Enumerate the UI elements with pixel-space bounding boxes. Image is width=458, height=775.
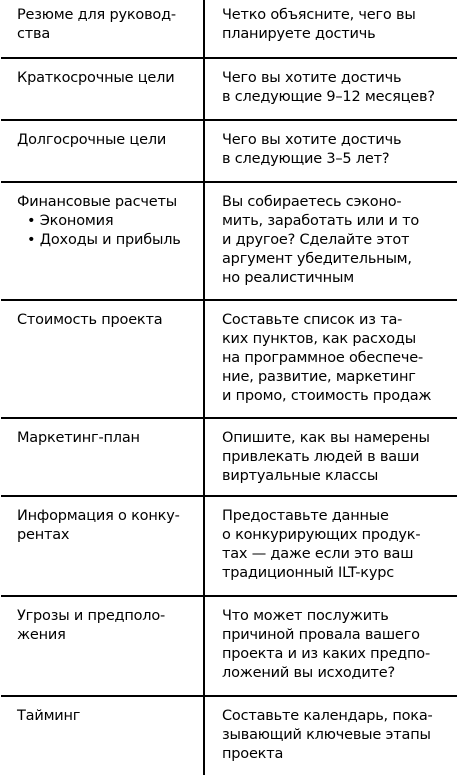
row-description: Четко объясните, чего вы планируете достичь [204,0,457,58]
table-row [1,696,457,775]
table-row [1,418,457,496]
topic-subitem: • Доходы и прибыль [27,232,181,248]
table-row [1,182,457,300]
table-row [1,120,457,182]
table-row [1,596,457,696]
table-row [1,58,457,120]
topic-subitem: • Экономия [27,213,114,229]
row-topic-cell [1,182,204,300]
row-description: Составьте календарь, пока- зывающий ключевые этапы проекта [204,696,457,775]
row-description: Опишите, как вы намерены привлекать людей в ваши виртуальные классы [204,418,457,496]
table-row [1,496,457,596]
row-description: Составьте список из та- ких пунктов, как расходы на программное обеспече- ние, развитие, маркетинг и промо, стоимость продаж [204,300,457,418]
row-topic: Резюме для руковод- ства [1,0,204,58]
table-row [1,300,457,418]
row-topic: Финансовые расчеты [17,194,177,210]
row-description: Что может послужить причиной провала вашего проекта и из каких предпо- ложений вы исходите? [204,596,457,696]
row-topic: Стоимость проекта [1,300,204,418]
row-description: Вы собираетесь сэконо- мить, заработать или и то и другое? Сделайте этот аргумент убедительным, но реалистичным [204,182,457,300]
row-topic: Тайминг [1,696,204,775]
row-topic: Краткосрочные цели [1,58,204,120]
row-description: Чего вы хотите достичь в следующие 3–5 лет? [204,120,457,182]
row-topic: Маркетинг-план [1,418,204,496]
row-topic: Угрозы и предполо- жения [1,596,204,696]
plan-table [1,0,457,775]
row-description: Предоставьте данные о конкурирующих продук- тах — даже если это ваш традиционный ILT-курс [204,496,457,596]
row-description: Чего вы хотите достичь в следующие 9–12 месяцев? [204,58,457,120]
table-row [1,0,457,58]
row-topic: Информация о конку- рентах [1,496,204,596]
row-topic: Долгосрочные цели [1,120,204,182]
